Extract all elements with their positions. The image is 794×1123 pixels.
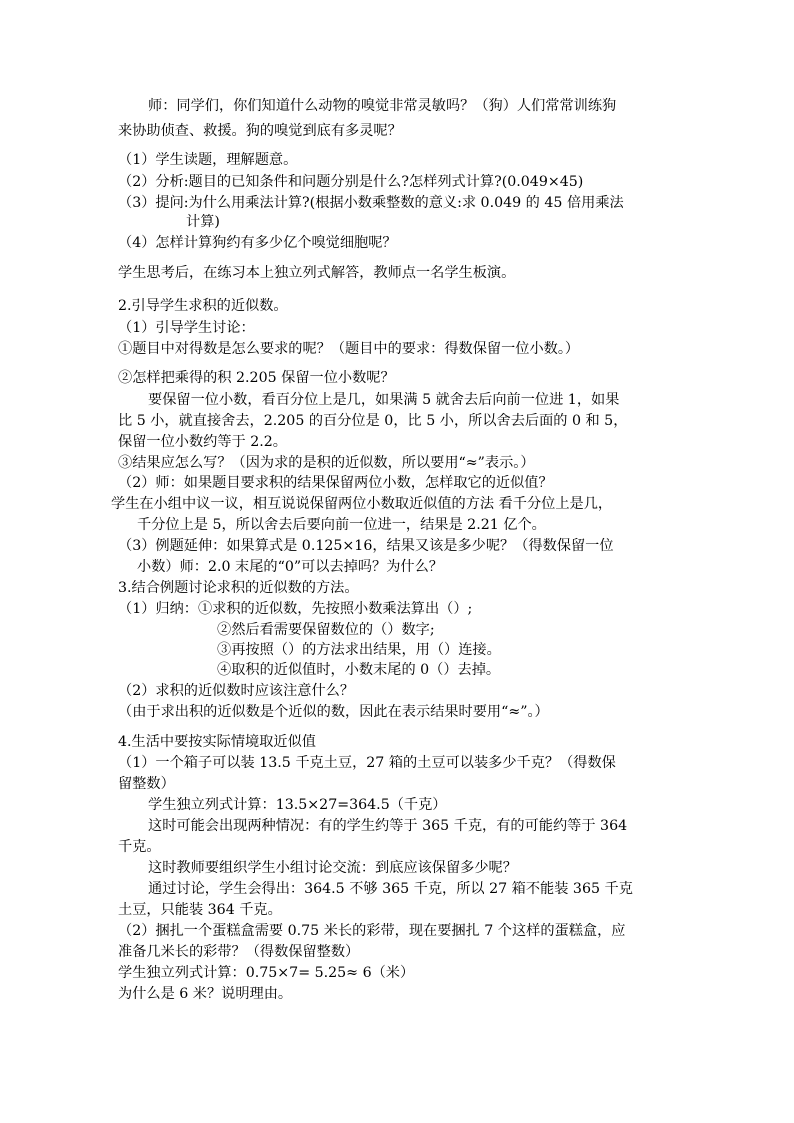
text-line-1: 师：同学们，你们知道什么动物的嗅觉非常灵敏吗？（狗）人们常常训练狗	[148, 98, 617, 114]
text-line-40: 学生独立列式计算：0.75×7= 5.25≈ 6（米）	[118, 965, 415, 981]
text-line-10: （1）引导学生讨论：	[118, 320, 255, 336]
text-line-18: 学生在小组中议一议，相互说说保留两位小数取近似值的方法 看千分位上是几，	[111, 496, 613, 512]
text-line-27: （2）求积的近似数时应该注意什么？	[118, 683, 355, 699]
section-heading-3: 3.结合例题讨论求积的近似数的方法。	[118, 580, 359, 596]
text-line-7: （4）怎样计算狗约有多少亿个嗅觉细胞呢？	[118, 235, 397, 251]
text-line-21: 小数）师：2.0 末尾的“0”可以去掉吗？为什么？	[137, 559, 443, 575]
text-line-37: 土豆，只能装 364 千克。	[118, 902, 282, 918]
text-line-16: ③结果应怎么写？（因为求的是积的近似数，所以要用“≈”表示。）	[118, 455, 535, 471]
text-line-36: 通过讨论，学生会得出：364.5 不够 365 千克，所以 27 箱不能装 365 千克	[148, 881, 633, 897]
text-line-5: （3）提问:为什么用乘法计算?(根据小数乘整数的意义:求 0.049 的 45 倍用乘法	[118, 195, 624, 211]
text-line-39: 准备几米长的彩带？（得数保留整数）	[118, 944, 360, 960]
text-line-41: 为什么是 6 米？说明理由。	[118, 986, 293, 1002]
text-line-30: （1）一个箱子可以装 13.5 千克土豆，27 箱的土豆可以装多少千克？（得数保	[118, 755, 616, 771]
text-line-32: 学生独立列式计算：13.5×27=364.5（千克）	[148, 797, 447, 813]
text-line-4: （2）分析:题目的已知条件和问题分别是什么?怎样列式计算?(0.049×45)	[118, 174, 584, 190]
section-heading-2: 2.引导学生求积的近似数。	[118, 298, 288, 314]
text-line-17: （2）师：如果题目要求积的结果保留两位小数，怎样取它的近似值？	[118, 475, 553, 491]
text-line-6: 计算)	[186, 214, 220, 230]
text-line-15: 保留一位小数约等于 2.2。	[118, 434, 287, 450]
text-line-3: （1）学生读题，理解题意。	[118, 152, 298, 168]
text-line-35: 这时教师要组织学生小组讨论交流：到底应该保留多少呢？	[148, 860, 517, 876]
text-line-11: ①题目中对得数是怎么要求的呢？（题目中的要求：得数保留一位小数。）	[118, 341, 580, 357]
text-line-12: ②怎样把乘得的积 2.205 保留一位小数呢？	[118, 370, 395, 386]
text-line-38: （2）捆扎一个蛋糕盒需要 0.75 米长的彩带，现在要捆扎 7 个这样的蛋糕盒，应	[118, 923, 626, 939]
text-line-20: （3）例题延伸：如果算式是 0.125×16，结果又该是多少呢？（得数保留一位	[118, 538, 614, 554]
text-line-33: 这时可能会出现两种情况：有的学生约等于 365 千克，有的可能约等于 364	[148, 818, 628, 834]
text-line-25: ③再按照（）的方法求出结果，用（）连接。	[217, 642, 501, 658]
text-line-19: 千分位上是 5，所以舍去后要向前一位进一，结果是 2.21 亿个。	[137, 517, 546, 533]
text-line-34: 千克。	[118, 839, 161, 855]
text-line-26: ④取积的近似值时，小数末尾的 0（）去掉。	[217, 662, 501, 678]
text-line-13: 要保留一位小数，看百分位上是几，如果满 5 就舍去后向前一位进 1，如果	[148, 392, 620, 408]
text-line-24: ②然后看需要保留数位的（）数字;	[217, 622, 435, 638]
section-heading-4: 4.生活中要按实际情境取近似值	[118, 734, 316, 750]
text-line-14: 比 5 小，就直接舍去，2.205 的百分位是 0，比 5 小，所以舍去后面的 0 和 5，	[118, 413, 628, 429]
text-line-31: 留整数）	[118, 776, 175, 792]
text-line-23: （1）归纳：①求积的近似数，先按照小数乘法算出（）;	[118, 601, 473, 617]
text-line-28: （由于求出积的近似数是个近似的数，因此在表示结果时要用“≈”。）	[118, 704, 549, 720]
text-line-8: 学生思考后，在练习本上独立列式解答，教师点一名学生板演。	[118, 265, 516, 281]
text-line-2: 来协助侦查、救援。狗的嗅觉到底有多灵呢？	[118, 123, 402, 139]
